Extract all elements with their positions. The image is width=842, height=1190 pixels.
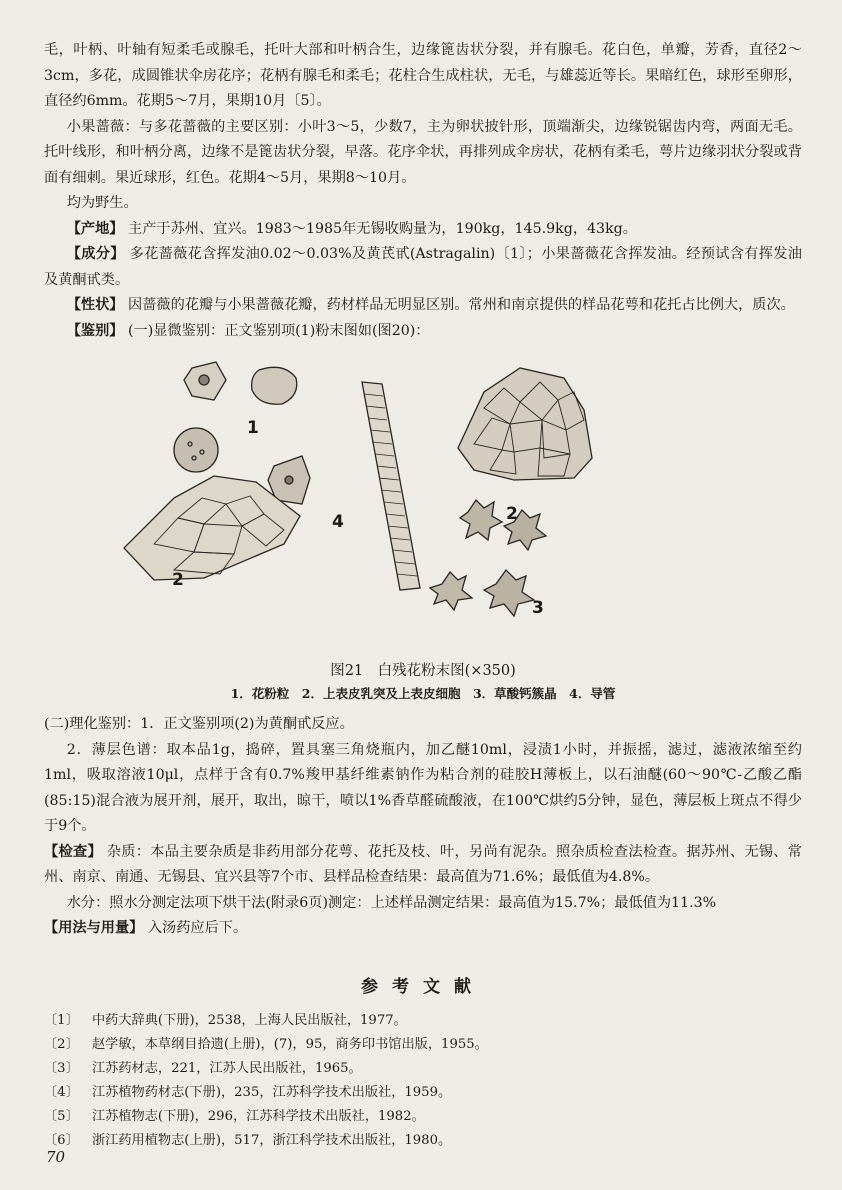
oxalate-crystals [430,500,546,616]
reference-number: 〔1〕 [44,1012,79,1028]
reference-item [44,1033,802,1057]
reference-item [44,1081,802,1105]
section-tag: 【成分】 [66,246,125,262]
section-text: 主产于苏州、宜兴。1983～1985年无锡收购量为，190kg，145.9kg，43kg。 [128,220,637,237]
water-content: 水分：照水分测定法项下烘干法(附录6页)测定：上述样品测定结果：最高值为15.7%；最低值为11.3% [66,894,717,911]
section-identification [44,319,802,345]
paragraph-description-end: 毛，叶柄、叶轴有短柔毛或腺毛，托叶大部和叶柄合生，边缘篦齿状分裂，并有腺毛。花白色，单瓣，芳香，直径2～3cm，多花，成圆锥状伞房花序；花柄有腺毛和柔毛；花柱合生成柱状，无毛，与雄蕊近等长。果暗红色，球形至卵形，直径约6mm。花期5～7月，果期10月〔5〕。 [44,42,802,109]
figure-label-4: 4 [332,512,344,532]
figure-legend: 1．花粉粒 2．上表皮乳突及上表皮细胞 3．草酸钙簇晶 4．导管 [230,686,616,701]
reference-text: 浙江药用植物志(上册)，517，浙江科学技术出版社，1980。 [92,1132,452,1148]
section-text: 因蔷薇的花瓣与小果蔷薇花瓣，药材样品无明显区别。常州和南京提供的样品花萼和花托占比例大，质次。 [128,297,795,313]
reference-text: 中药大辞典(下册)，2538，上海人民出版社，1977。 [92,1012,407,1028]
figure-label-1: 1 [247,418,259,438]
section-inspection [44,840,802,891]
section-composition [44,242,802,293]
figure-label-2-right: 2 [506,504,518,524]
reference-text: 赵学敏，本草纲目拾遗(上册)，(7)，95，商务印书馆出版，1955。 [92,1036,488,1052]
reference-item [44,1057,802,1081]
tlc-procedure: 2．薄层色谱：取本品1g，捣碎，置具塞三角烧瓶内，加乙醚10ml，浸渍1小时，并振摇，滤过，滤液浓缩至约1ml，吸取溶液10μl，点样于含有0.7%羧甲基纤维素钠作为粘合剂的硅胶H薄板上，以石油醚(60～90℃-乙酸乙酯(85:15)混合液为展开剂，展开，取出，晾干，喷以1%香草醛硫酸液，在100℃烘约5分钟，显色，薄层板上斑点不得少于9个。 [44,741,802,834]
page-number: 70 [46,1148,66,1166]
section-text: 杂质：本品主要杂质是非药用部分花萼、花托及枝、叶，另尚有泥杂。照杂质检查法检查。据苏州、无锡、常州、南京、南通、无锡县、宜兴县等7个市、县样品检查结果：最高值为71.6%；最低值为4.8%。 [44,843,802,885]
reference-text: 江苏植物志(下册)，296，江苏科学技术出版社，1982。 [92,1108,425,1124]
figure-label-2-left: 2 [172,570,184,590]
powder-figure [44,348,802,653]
references-list [44,1009,802,1153]
reference-text: 江苏植物药材志(下册)，235，江苏科学技术出版社，1959。 [92,1084,452,1100]
paragraph-small-fruit-rose: 小果蔷薇：与多花蔷薇的主要区别：小叶3～5，少数7，主为卵状披针形，顶端渐尖，边缘锐锯齿内弯，两面无毛。托叶线形，和叶柄分离，边缘不是篦齿状分裂，早落。花序伞状，再排列成伞房状，花柄有柔毛，萼片边缘羽状分裂或背面有细刺。果近球形，红色。花期4～5月，果期8～10月。 [44,118,802,186]
powder-illustration [44,348,802,653]
reference-number: 〔6〕 [44,1132,79,1148]
references-title: 参考文献 [361,976,485,997]
figure-caption: 图21 白残花粉末图(×350) [330,663,516,679]
reference-item [44,1129,802,1153]
reference-number: 〔5〕 [44,1108,79,1124]
section-text: 多花蔷薇花含挥发油0.02～0.03%及黄芪甙(Astragalin)〔1〕；小果蔷薇花含挥发油。经预试含有挥发油及黄酮甙类。 [44,246,802,288]
section-usage [44,916,802,942]
reference-number: 〔4〕 [44,1084,79,1100]
vessel-drawing [362,382,420,590]
paragraph-wild: 均为野生。 [66,195,138,211]
section-tag: 【产地】 [66,220,124,237]
reference-number: 〔2〕 [44,1036,79,1052]
section-text: 入汤药应后下。 [147,920,248,936]
epidermis-papillae [458,368,592,480]
reference-number: 〔3〕 [44,1060,79,1076]
reference-text: 江苏药材志，221，江苏人民出版社，1965。 [92,1060,362,1076]
reference-item [44,1009,802,1033]
section-properties [44,293,802,319]
section-tag: 【用法与用量】 [44,920,144,936]
section-tag: 【检查】 [44,843,102,860]
section-origin [44,217,802,243]
section-text: (一)显微鉴别：正文鉴别项(1)粉末图如(图20)： [128,322,430,339]
section-tag: 【性状】 [66,297,124,313]
reference-item [44,1105,802,1129]
section-tag: 【鉴别】 [66,322,124,339]
figure-label-3: 3 [532,598,544,618]
chemical-identification: (二)理化鉴别：1．正文鉴别项(2)为黄酮甙反应。 [44,716,354,732]
